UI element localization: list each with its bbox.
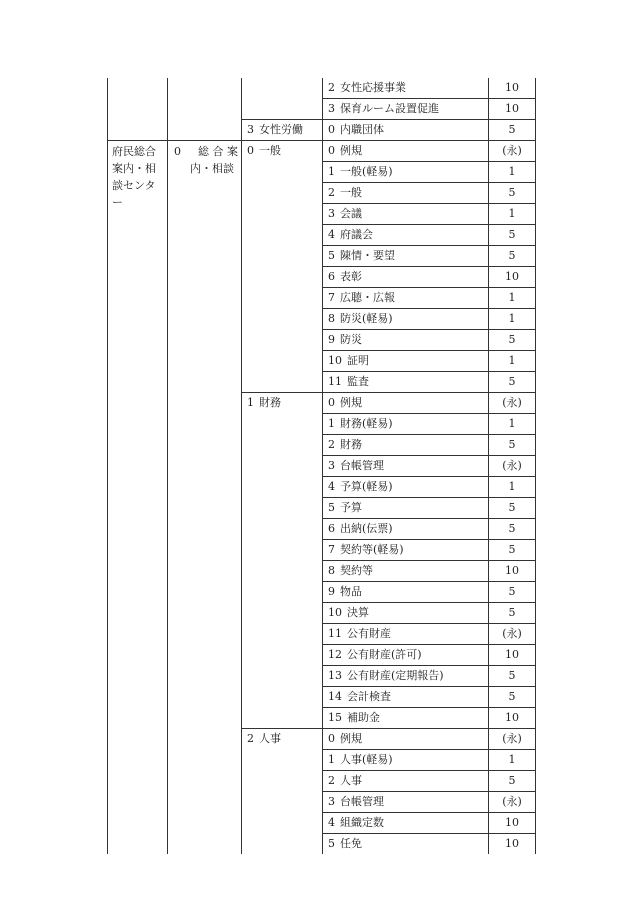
category-name-part-2: 内・相談 <box>190 162 234 175</box>
item-name: 人事 <box>340 774 362 787</box>
item-number: 0 <box>328 144 335 157</box>
retention-period: 5 <box>508 375 516 388</box>
item-number: 0 <box>328 123 335 136</box>
item-name: 財務 <box>340 438 362 451</box>
subcategory-number: 2 <box>247 732 254 745</box>
item-name: 人事(軽易) <box>340 753 393 766</box>
retention-period: (永) <box>502 459 522 472</box>
item-name: 会計検査 <box>347 690 391 703</box>
item-cell <box>323 204 489 225</box>
retention-period-cell <box>489 309 536 330</box>
department-cell <box>108 120 168 141</box>
item-name: 公有財産 <box>347 627 391 640</box>
retention-period-cell <box>489 792 536 813</box>
retention-period-cell <box>489 330 536 351</box>
item-number: 4 <box>328 480 335 493</box>
item-number: 7 <box>328 291 335 304</box>
item-cell <box>323 246 489 267</box>
item-cell <box>323 267 489 288</box>
item-number: 5 <box>328 501 335 514</box>
category-cell <box>168 141 242 855</box>
retention-period: 10 <box>505 648 519 661</box>
retention-period-cell <box>489 120 536 141</box>
item-cell <box>323 183 489 204</box>
item-number: 1 <box>328 417 335 430</box>
item-cell <box>323 519 489 540</box>
item-name: 物品 <box>340 585 362 598</box>
item-cell <box>323 540 489 561</box>
item-number: 3 <box>328 795 335 808</box>
retention-period: 5 <box>508 606 516 619</box>
item-number: 13 <box>328 669 342 682</box>
item-cell <box>323 456 489 477</box>
category-cell <box>168 99 242 120</box>
retention-period: 5 <box>508 690 516 703</box>
item-name: 予算(軽易) <box>340 480 393 493</box>
subcategory-name: 財務 <box>259 396 281 409</box>
retention-period: (永) <box>502 396 522 409</box>
retention-period-cell <box>489 78 536 99</box>
item-cell <box>323 624 489 645</box>
retention-period: (永) <box>502 795 522 808</box>
subcategory-cell <box>242 99 323 120</box>
retention-period: 5 <box>508 585 516 598</box>
item-name: 公有財産(定期報告) <box>347 669 444 682</box>
item-cell <box>323 162 489 183</box>
item-number: 2 <box>328 81 335 94</box>
item-number: 6 <box>328 522 335 535</box>
item-cell <box>323 330 489 351</box>
retention-period-cell <box>489 393 536 414</box>
category-cell <box>168 78 242 99</box>
subcategory-cell <box>242 393 323 729</box>
retention-period: 10 <box>505 816 519 829</box>
retention-period: 1 <box>508 165 516 178</box>
subcategory-number: 1 <box>247 396 254 409</box>
subcategory-name: 女性労働 <box>259 123 303 136</box>
item-cell <box>323 666 489 687</box>
retention-period: 1 <box>508 312 516 325</box>
retention-period: 5 <box>508 438 516 451</box>
item-number: 7 <box>328 543 335 556</box>
item-number: 0 <box>328 396 335 409</box>
item-cell <box>323 435 489 456</box>
department-cell <box>108 78 168 99</box>
retention-period: 5 <box>508 228 516 241</box>
retention-period: 5 <box>508 333 516 346</box>
item-name: 例規 <box>340 396 362 409</box>
item-name: 決算 <box>347 606 369 619</box>
subcategory-number: 0 <box>247 144 254 157</box>
item-name: 補助金 <box>347 711 380 724</box>
category-label <box>168 141 241 177</box>
table-row <box>108 120 536 141</box>
category-number: 0 <box>174 145 181 158</box>
item-name: 契約等 <box>340 564 373 577</box>
item-cell <box>323 582 489 603</box>
department-cell <box>108 141 168 855</box>
item-number: 12 <box>328 648 342 661</box>
retention-period: 1 <box>508 354 516 367</box>
item-number: 14 <box>328 690 342 703</box>
subcategory-cell <box>242 729 323 855</box>
retention-period: 10 <box>505 102 519 115</box>
retention-period: 10 <box>505 564 519 577</box>
item-cell <box>323 288 489 309</box>
retention-period-cell <box>489 99 536 120</box>
item-number: 5 <box>328 837 335 850</box>
item-cell <box>323 225 489 246</box>
item-number: 1 <box>328 753 335 766</box>
item-name: 会議 <box>340 207 362 220</box>
item-cell <box>323 372 489 393</box>
retention-period-cell <box>489 351 536 372</box>
category-cell <box>168 120 242 141</box>
retention-period: (永) <box>502 144 522 157</box>
retention-period-cell <box>489 603 536 624</box>
item-cell <box>323 141 489 162</box>
retention-period: 5 <box>508 669 516 682</box>
retention-period-cell <box>489 540 536 561</box>
item-cell <box>323 498 489 519</box>
retention-period-cell <box>489 435 536 456</box>
retention-period-cell <box>489 666 536 687</box>
retention-period: (永) <box>502 732 522 745</box>
item-number: 2 <box>328 186 335 199</box>
item-name: 表彰 <box>340 270 362 283</box>
department-cell <box>108 99 168 120</box>
retention-period-cell <box>489 372 536 393</box>
item-number: 9 <box>328 333 335 346</box>
item-cell <box>323 78 489 99</box>
retention-period-cell <box>489 141 536 162</box>
item-cell <box>323 834 489 855</box>
item-number: 8 <box>328 564 335 577</box>
item-cell <box>323 771 489 792</box>
retention-period-cell <box>489 225 536 246</box>
table-row <box>108 99 536 120</box>
retention-period-cell <box>489 771 536 792</box>
retention-period: 1 <box>508 480 516 493</box>
retention-period-cell <box>489 477 536 498</box>
item-name: 防災(軽易) <box>340 312 393 325</box>
retention-period-cell <box>489 456 536 477</box>
subcategory-cell <box>242 120 323 141</box>
retention-period: 5 <box>508 543 516 556</box>
item-name: 広聴・広報 <box>340 291 395 304</box>
table-body <box>108 78 536 854</box>
subcategory-name: 一般 <box>259 144 281 157</box>
subcategory-cell <box>242 78 323 99</box>
subcategory-name: 人事 <box>259 732 281 745</box>
retention-period-cell <box>489 288 536 309</box>
retention-period-cell <box>489 624 536 645</box>
table-row <box>108 78 536 99</box>
item-name: 契約等(軽易) <box>340 543 404 556</box>
retention-period: 5 <box>508 522 516 535</box>
retention-period-cell <box>489 645 536 666</box>
item-name: 監査 <box>347 375 369 388</box>
subcategory-number: 3 <box>247 123 254 136</box>
retention-period: 1 <box>508 207 516 220</box>
item-number: 11 <box>328 375 342 388</box>
item-name: 一般 <box>340 186 362 199</box>
item-name: 例規 <box>340 732 362 745</box>
retention-period-cell <box>489 183 536 204</box>
item-number: 10 <box>328 606 342 619</box>
item-name: 保育ルーム設置促進 <box>340 102 439 115</box>
category-name-part-1: 総 合 案 <box>198 145 238 158</box>
item-number: 5 <box>328 249 335 262</box>
item-cell <box>323 309 489 330</box>
item-name: 財務(軽易) <box>340 417 393 430</box>
item-number: 3 <box>328 207 335 220</box>
item-name: 台帳管理 <box>340 795 384 808</box>
retention-period-cell <box>489 414 536 435</box>
item-name: 女性応援事業 <box>340 81 406 94</box>
retention-period: 5 <box>508 123 516 136</box>
item-cell <box>323 729 489 750</box>
item-number: 2 <box>328 774 335 787</box>
item-cell <box>323 708 489 729</box>
retention-period-cell <box>489 267 536 288</box>
retention-period: 1 <box>508 291 516 304</box>
retention-period-cell <box>489 750 536 771</box>
item-name: 証明 <box>347 354 369 367</box>
item-cell <box>323 687 489 708</box>
retention-period-cell <box>489 561 536 582</box>
retention-period-cell <box>489 498 536 519</box>
retention-period: 5 <box>508 501 516 514</box>
item-cell <box>323 120 489 141</box>
subcategory-cell <box>242 141 323 393</box>
item-name: 陳情・要望 <box>340 249 395 262</box>
retention-period: 10 <box>505 81 519 94</box>
category-line-1 <box>174 143 238 160</box>
item-number: 0 <box>328 732 335 745</box>
item-name: 公有財産(許可) <box>347 648 422 661</box>
item-cell <box>323 393 489 414</box>
item-cell <box>323 351 489 372</box>
item-number: 3 <box>328 102 335 115</box>
retention-period-cell <box>489 729 536 750</box>
item-number: 10 <box>328 354 342 367</box>
item-cell <box>323 561 489 582</box>
item-number: 6 <box>328 270 335 283</box>
item-number: 2 <box>328 438 335 451</box>
retention-period-cell <box>489 582 536 603</box>
item-number: 15 <box>328 711 342 724</box>
item-name: 府議会 <box>340 228 373 241</box>
retention-period: 5 <box>508 186 516 199</box>
item-number: 8 <box>328 312 335 325</box>
retention-period: (永) <box>502 627 522 640</box>
retention-period-cell <box>489 204 536 225</box>
retention-period-cell <box>489 246 536 267</box>
retention-period-cell <box>489 687 536 708</box>
item-name: 例規 <box>340 144 362 157</box>
retention-schedule-table <box>107 78 536 854</box>
item-cell <box>323 792 489 813</box>
retention-period-cell <box>489 813 536 834</box>
item-cell <box>323 414 489 435</box>
retention-period-cell <box>489 834 536 855</box>
item-number: 4 <box>328 228 335 241</box>
item-number: 1 <box>328 165 335 178</box>
department-name: 府民総合案内・相談センター <box>112 145 156 209</box>
retention-period: 1 <box>508 417 516 430</box>
item-name: 予算 <box>340 501 362 514</box>
retention-period-cell <box>489 162 536 183</box>
item-number: 11 <box>328 627 342 640</box>
retention-period: 10 <box>505 837 519 850</box>
item-number: 9 <box>328 585 335 598</box>
item-cell <box>323 813 489 834</box>
item-name: 組織定数 <box>340 816 384 829</box>
item-name: 出納(伝票) <box>340 522 393 535</box>
item-cell <box>323 603 489 624</box>
item-name: 一般(軽易) <box>340 165 393 178</box>
item-cell <box>323 99 489 120</box>
item-name: 台帳管理 <box>340 459 384 472</box>
item-cell <box>323 645 489 666</box>
retention-period: 5 <box>508 249 516 262</box>
table-row <box>108 141 536 162</box>
retention-period: 5 <box>508 774 516 787</box>
item-name: 任免 <box>340 837 362 850</box>
item-cell <box>323 750 489 771</box>
retention-period: 10 <box>505 270 519 283</box>
item-cell <box>323 477 489 498</box>
item-number: 3 <box>328 459 335 472</box>
item-name: 内職団体 <box>340 123 384 136</box>
item-number: 4 <box>328 816 335 829</box>
item-name: 防災 <box>340 333 362 346</box>
retention-period-cell <box>489 708 536 729</box>
retention-period: 1 <box>508 753 516 766</box>
retention-period: 10 <box>505 711 519 724</box>
retention-period-cell <box>489 519 536 540</box>
